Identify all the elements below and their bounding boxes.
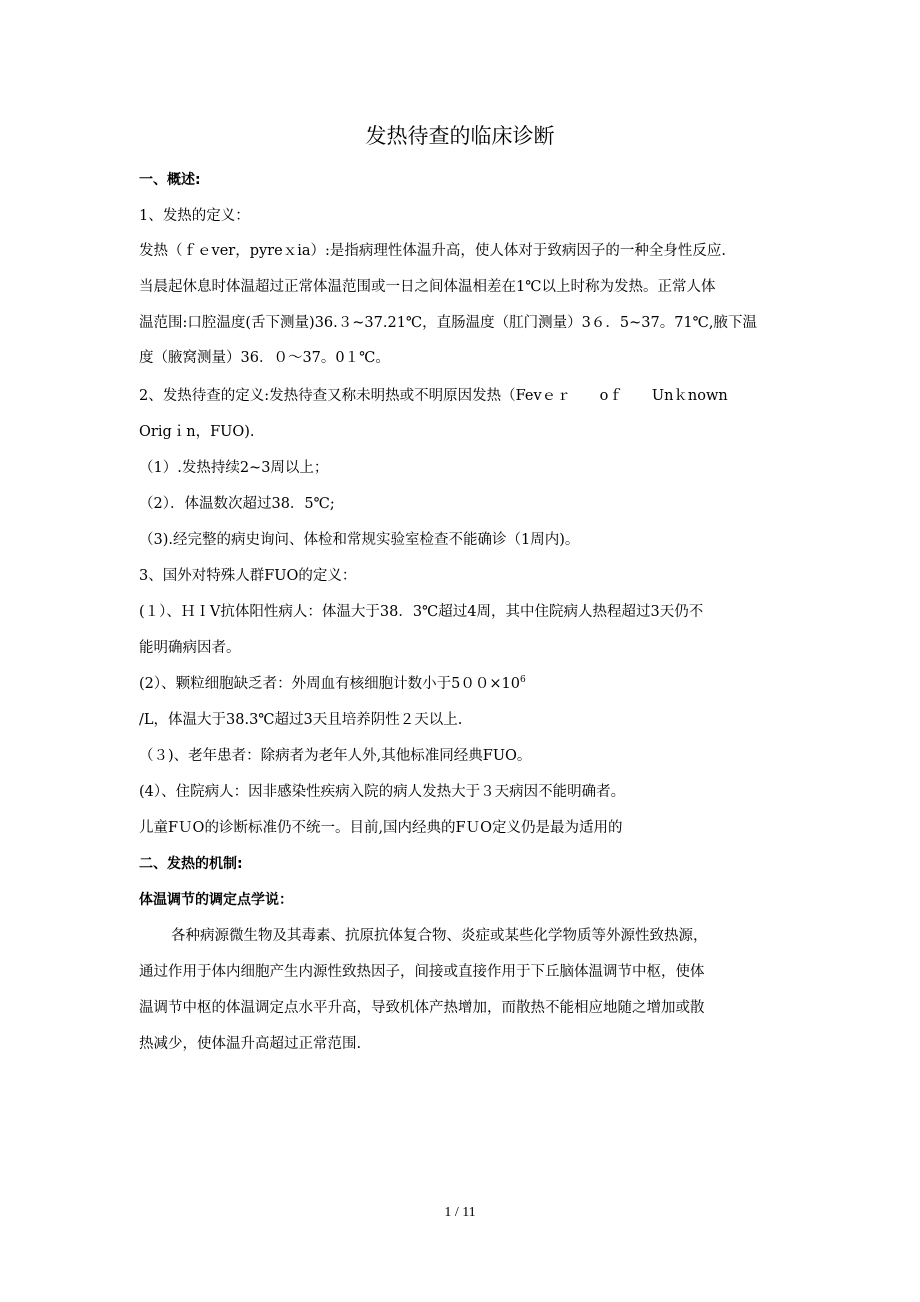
paragraph-line: Origｉn，FUO). [139, 424, 255, 440]
page-title: 发热待查的临床诊断 [365, 124, 555, 148]
paragraph-line: 2、发热待查的定义:发热待查又称未明热或不明原因发热（Fevｅｒ oｆ Unｋnown [139, 388, 728, 404]
list-item: （1）.发热持续2~3周以上； [139, 460, 329, 476]
paragraph-line: 度（腋窝测量）36．０～37。0１℃。 [139, 350, 390, 366]
list-item: (4）、住院病人：因非感染性疾病入院的病人发热大于３天病因不能明确者。 [139, 784, 626, 800]
list-item: 能明确病因者。 [139, 640, 241, 656]
list-item: /L，体温大于38.3℃超过3天且培养阴性２天以上. [139, 712, 463, 728]
list-item: (１）、ＨＩV抗体阳性病人：体温大于38．3℃超过4周，其中住院病人热程超过3天仍不 [139, 604, 704, 620]
paragraph-line: 当晨起休息时体温超过正常体温范围或一日之间体温相差在1℃以上时称为发热。正常人体 [139, 279, 716, 295]
paragraph-line: 温范围:口腔温度(舌下测量)36.３~37.21℃，直肠温度（肛门测量）3６．5~37。71℃,腋下温 [139, 315, 757, 331]
list-item-text: (2）、颗粒细胞缺乏者：外周血有核细胞计数小于5００×10 [139, 676, 520, 692]
list-item: （3).经完整的病史询问、体检和常规实验室检查不能确诊（1周内)。 [139, 532, 580, 548]
superscript: 6 [519, 675, 526, 686]
paragraph-line: 发热（ｆｅver，pyreｘia）:是指病理性体温升高，使人体对于致病因子的一种全身性反应. [139, 243, 726, 259]
paragraph-line: 通过作用于体内细胞产生内源性致热因子，间接或直接作用于下丘脑体温调节中枢，使体 [139, 964, 705, 980]
paragraph-line: 温调节中枢的体温调定点水平升高，导致机体产热增加，而散热不能相应地随之增加或散 [139, 1000, 705, 1016]
subheading-fever-definition: 1、发热的定义： [139, 208, 250, 224]
paragraph-line: 热减少，使体温升高超过正常范围. [139, 1036, 362, 1052]
subheading-special-groups: 3、国外对特殊人群FUO的定义： [139, 568, 357, 584]
paragraph-line: 儿童FＵO的诊断标准仍不统一。目前,国内经典的FＵO定义仍是最为适用的 [139, 820, 623, 836]
page-number: 1 / 11 [444, 1205, 476, 1220]
list-item [139, 674, 789, 694]
section-heading-overview: 一、概述: [139, 172, 201, 188]
paragraph-line: 各种病源微生物及其毒素、抗原抗体复合物、炎症或某些化学物质等外源性致热源， [171, 928, 708, 944]
subheading-set-point-theory: 体温调节的调定点学说： [139, 892, 293, 908]
list-item: （３)、老年患者：除病者为老年人外,其他标准同经典FUO。 [139, 748, 532, 764]
section-heading-mechanism: 二、发热的机制: [139, 856, 243, 872]
list-item: （2）．体温数次超过38．5℃; [139, 496, 335, 512]
